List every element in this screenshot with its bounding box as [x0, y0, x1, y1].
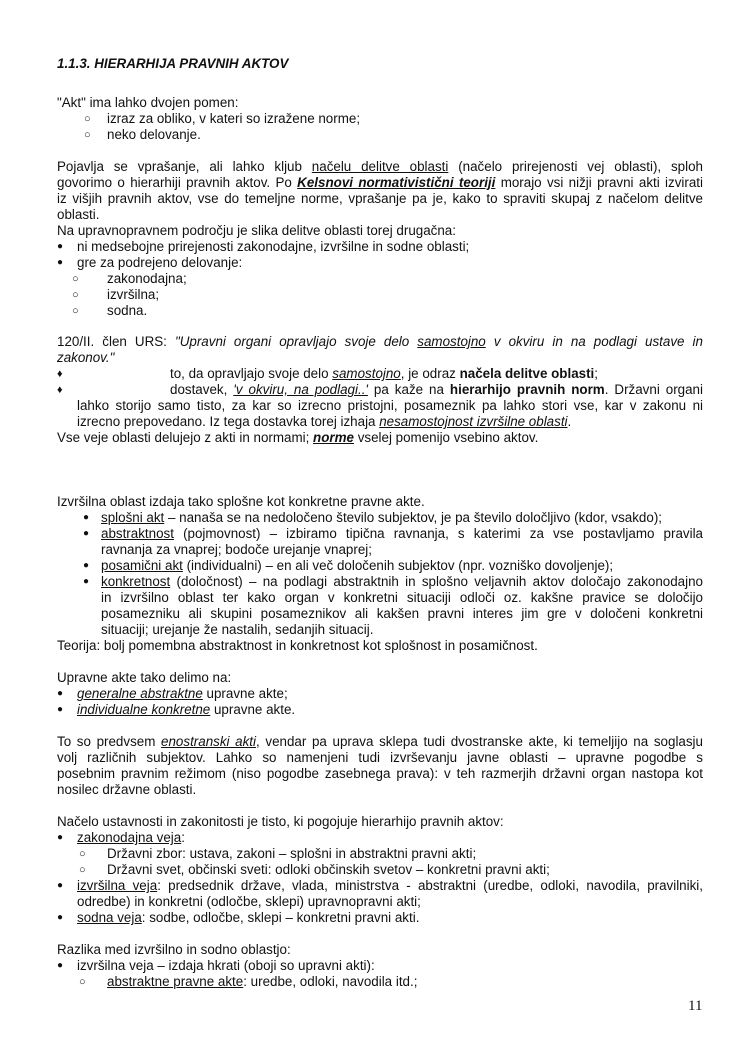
list-item-line: situaciji; urejanje že nastalih, sedanjih situacij. [101, 622, 374, 637]
bullet-icon: ● [57, 912, 64, 923]
circle-bullet-icon: ○ [84, 129, 91, 141]
paragraph-line: oblasti. [57, 207, 100, 222]
paragraph-line: Teorija: bolj pomembna abstraktnost in konkretnost kot splošnost in posamičnost. [57, 638, 538, 653]
section-heading: 1.1.3. HIERARHIJA PRAVNIH AKTOV [57, 56, 289, 71]
list-item: sodna veja: sodbe, odločbe, sklepi – konkretni pravni akti. [77, 910, 420, 925]
paragraph-line: Na upravnopravnem področju je slika delitve oblasti torej drugačna: [57, 223, 456, 238]
bullet-icon: ● [57, 257, 64, 268]
list-item: to, da opravljajo svoje delo samostojno, je odraz načela delitve oblasti; [170, 366, 599, 381]
diamond-bullet-icon: ♦ [57, 368, 63, 380]
list-item: izvršilna; [107, 287, 160, 302]
list-item: izvršilna veja: predsednik države, vlada, ministrstva - abstraktni (uredbe, odloki, navodila, pravilniki, [77, 878, 703, 893]
list-item: zakonodajna; [107, 271, 187, 286]
paragraph: "Akt" ima lahko dvojen pomen: [57, 95, 239, 110]
bullet-icon: ● [57, 960, 64, 971]
list-item: zakonodajna veja: [77, 830, 185, 845]
list-item: posamični akt (individualni) – en ali več določenih subjektov (npr. vozniško dovoljenje); [101, 558, 614, 573]
paragraph-line: Razlika med izvršilno in sodno oblastjo: [57, 942, 291, 957]
bullet-icon: ● [83, 560, 90, 571]
circle-bullet-icon: ○ [72, 273, 79, 285]
circle-bullet-icon: ○ [72, 305, 79, 317]
paragraph-line: iz višjih pravnih aktov, vse do temeljne norme, vprašanje pa je, kako to spraviti skupaj z načelom delitve [57, 191, 703, 206]
bullet-icon: ● [83, 512, 90, 523]
list-item: dostavek, 'v okviru, na podlagi..' pa kaže na hierarhijo pravnih norm. Državni organi [170, 382, 703, 397]
paragraph-line: Izvršilna oblast izdaja tako splošne kot konkretne pravne akte. [57, 494, 425, 509]
list-item-line: posamezniku ali skupini posameznikov ali kakšen pravni interes jim gre v določeni konkretni [101, 606, 703, 621]
paragraph-line: nosilec državne oblasti. [57, 782, 197, 797]
list-item: generalne abstraktne upravne akte; [77, 686, 288, 701]
list-item: izraz za obliko, v kateri so izražene norme; [107, 111, 361, 126]
list-item: gre za podrejeno delovanje: [77, 255, 243, 270]
bullet-icon: ● [57, 688, 64, 699]
bullet-icon: ● [57, 880, 64, 891]
bullet-icon: ● [83, 528, 90, 539]
circle-bullet-icon: ○ [79, 976, 86, 988]
list-item-line: in izvršilno oblast ter kako organ v konkretni situaciji odloči oz. kakšne pravice se določijo [101, 590, 703, 605]
list-item: ni medsebojne prirejenosti zakonodajne, izvršilne in sodne oblasti; [77, 239, 470, 254]
bullet-icon: ● [83, 576, 90, 587]
paragraph-line: zakonov." [57, 350, 115, 365]
list-item: neko delovanje. [107, 127, 201, 142]
list-item: Državni svet, občinski sveti: odloki občinskih svetov – konkretni pravni akti; [107, 862, 550, 877]
list-item: Državni zbor: ustava, zakoni – splošni in abstraktni pravni akti; [107, 846, 477, 861]
circle-bullet-icon: ○ [84, 113, 91, 125]
bullet-icon: ● [57, 241, 64, 252]
paragraph-line: Vse veje oblasti delujejo z akti in normami; norme vselej pomenijo vsebino aktov. [57, 430, 539, 445]
paragraph-line: 120/II. člen URS: "Upravni organi opravljajo svoje delo samostojno v okviru in na podlagi ustave in [57, 334, 703, 349]
bullet-icon: ● [57, 832, 64, 843]
diamond-bullet-icon: ♦ [57, 384, 63, 396]
page-number: 11 [688, 998, 703, 1014]
list-item-line: ravnanja za vnaprej; bodoče urejanje vnaprej; [101, 542, 372, 557]
list-item: izvršilna veja – izdaja hkrati (oboji so upravni akti): [77, 958, 375, 973]
list-item: konkretnost (določnost) – na podlagi abstraktnih in splošno veljavnih aktov določajo zakonodajno [101, 574, 703, 589]
paragraph-line: govorimo o hierarhiji pravnih aktov. Po Kelsnovi normativistični teoriji morajo vsi nižji pravni akti izvirati [57, 175, 703, 190]
paragraph-line: Načelo ustavnosti in zakonitosti je tisto, ki pogojuje hierarhijo pravnih aktov: [57, 814, 504, 829]
circle-bullet-icon: ○ [79, 864, 86, 876]
circle-bullet-icon: ○ [72, 289, 79, 301]
list-item-line: lahko storijo samo tisto, za kar so izrecno pristojni, posameznik pa lahko stori vse, kar v zakonu ni [77, 398, 703, 413]
circle-bullet-icon: ○ [79, 848, 86, 860]
list-item-line: izrecno prepovedano. Iz tega dostavka torej izhaja nesamostojnost izvršilne oblasti. [77, 414, 572, 429]
list-item: sodna. [107, 303, 148, 318]
list-item-line: odredbe) in konkretni (odločbe, sklepi) upravnopravni akti; [77, 894, 421, 909]
paragraph-line: volj različnih subjektov. Lahko so namenjeni tudi izvrševanju javne oblasti – upravne pogodbe s [57, 750, 703, 765]
list-item: splošni akt – nanaša se na nedoločeno število subjektov, je pa število določljivo (kdor, vsakdo); [101, 510, 662, 525]
paragraph-line: Upravne akte tako delimo na: [57, 670, 232, 685]
list-item: individualne konkretne upravne akte. [77, 702, 296, 717]
list-item: abstraktnost (pojmovnost) – izbiramo tipična ravnanja, s katerimi za vse postavljamo pravila [101, 526, 703, 541]
list-item: abstraktne pravne akte: uredbe, odloki, navodila itd.; [107, 974, 418, 989]
bullet-icon: ● [57, 704, 64, 715]
paragraph-line: Pojavlja se vprašanje, ali lahko kljub načelu delitve oblasti (načelo prirejenosti vej oblasti), sploh [57, 159, 703, 174]
paragraph-line: posebnim pravnim režimom (niso pogodbe zasebnega prava): v teh razmerjih državni organ nastopa kot [57, 766, 703, 781]
paragraph-line: To so predvsem enostranski akti, vendar pa uprava sklepa tudi dvostranske akte, ki temeljijo na soglasju [57, 734, 703, 749]
